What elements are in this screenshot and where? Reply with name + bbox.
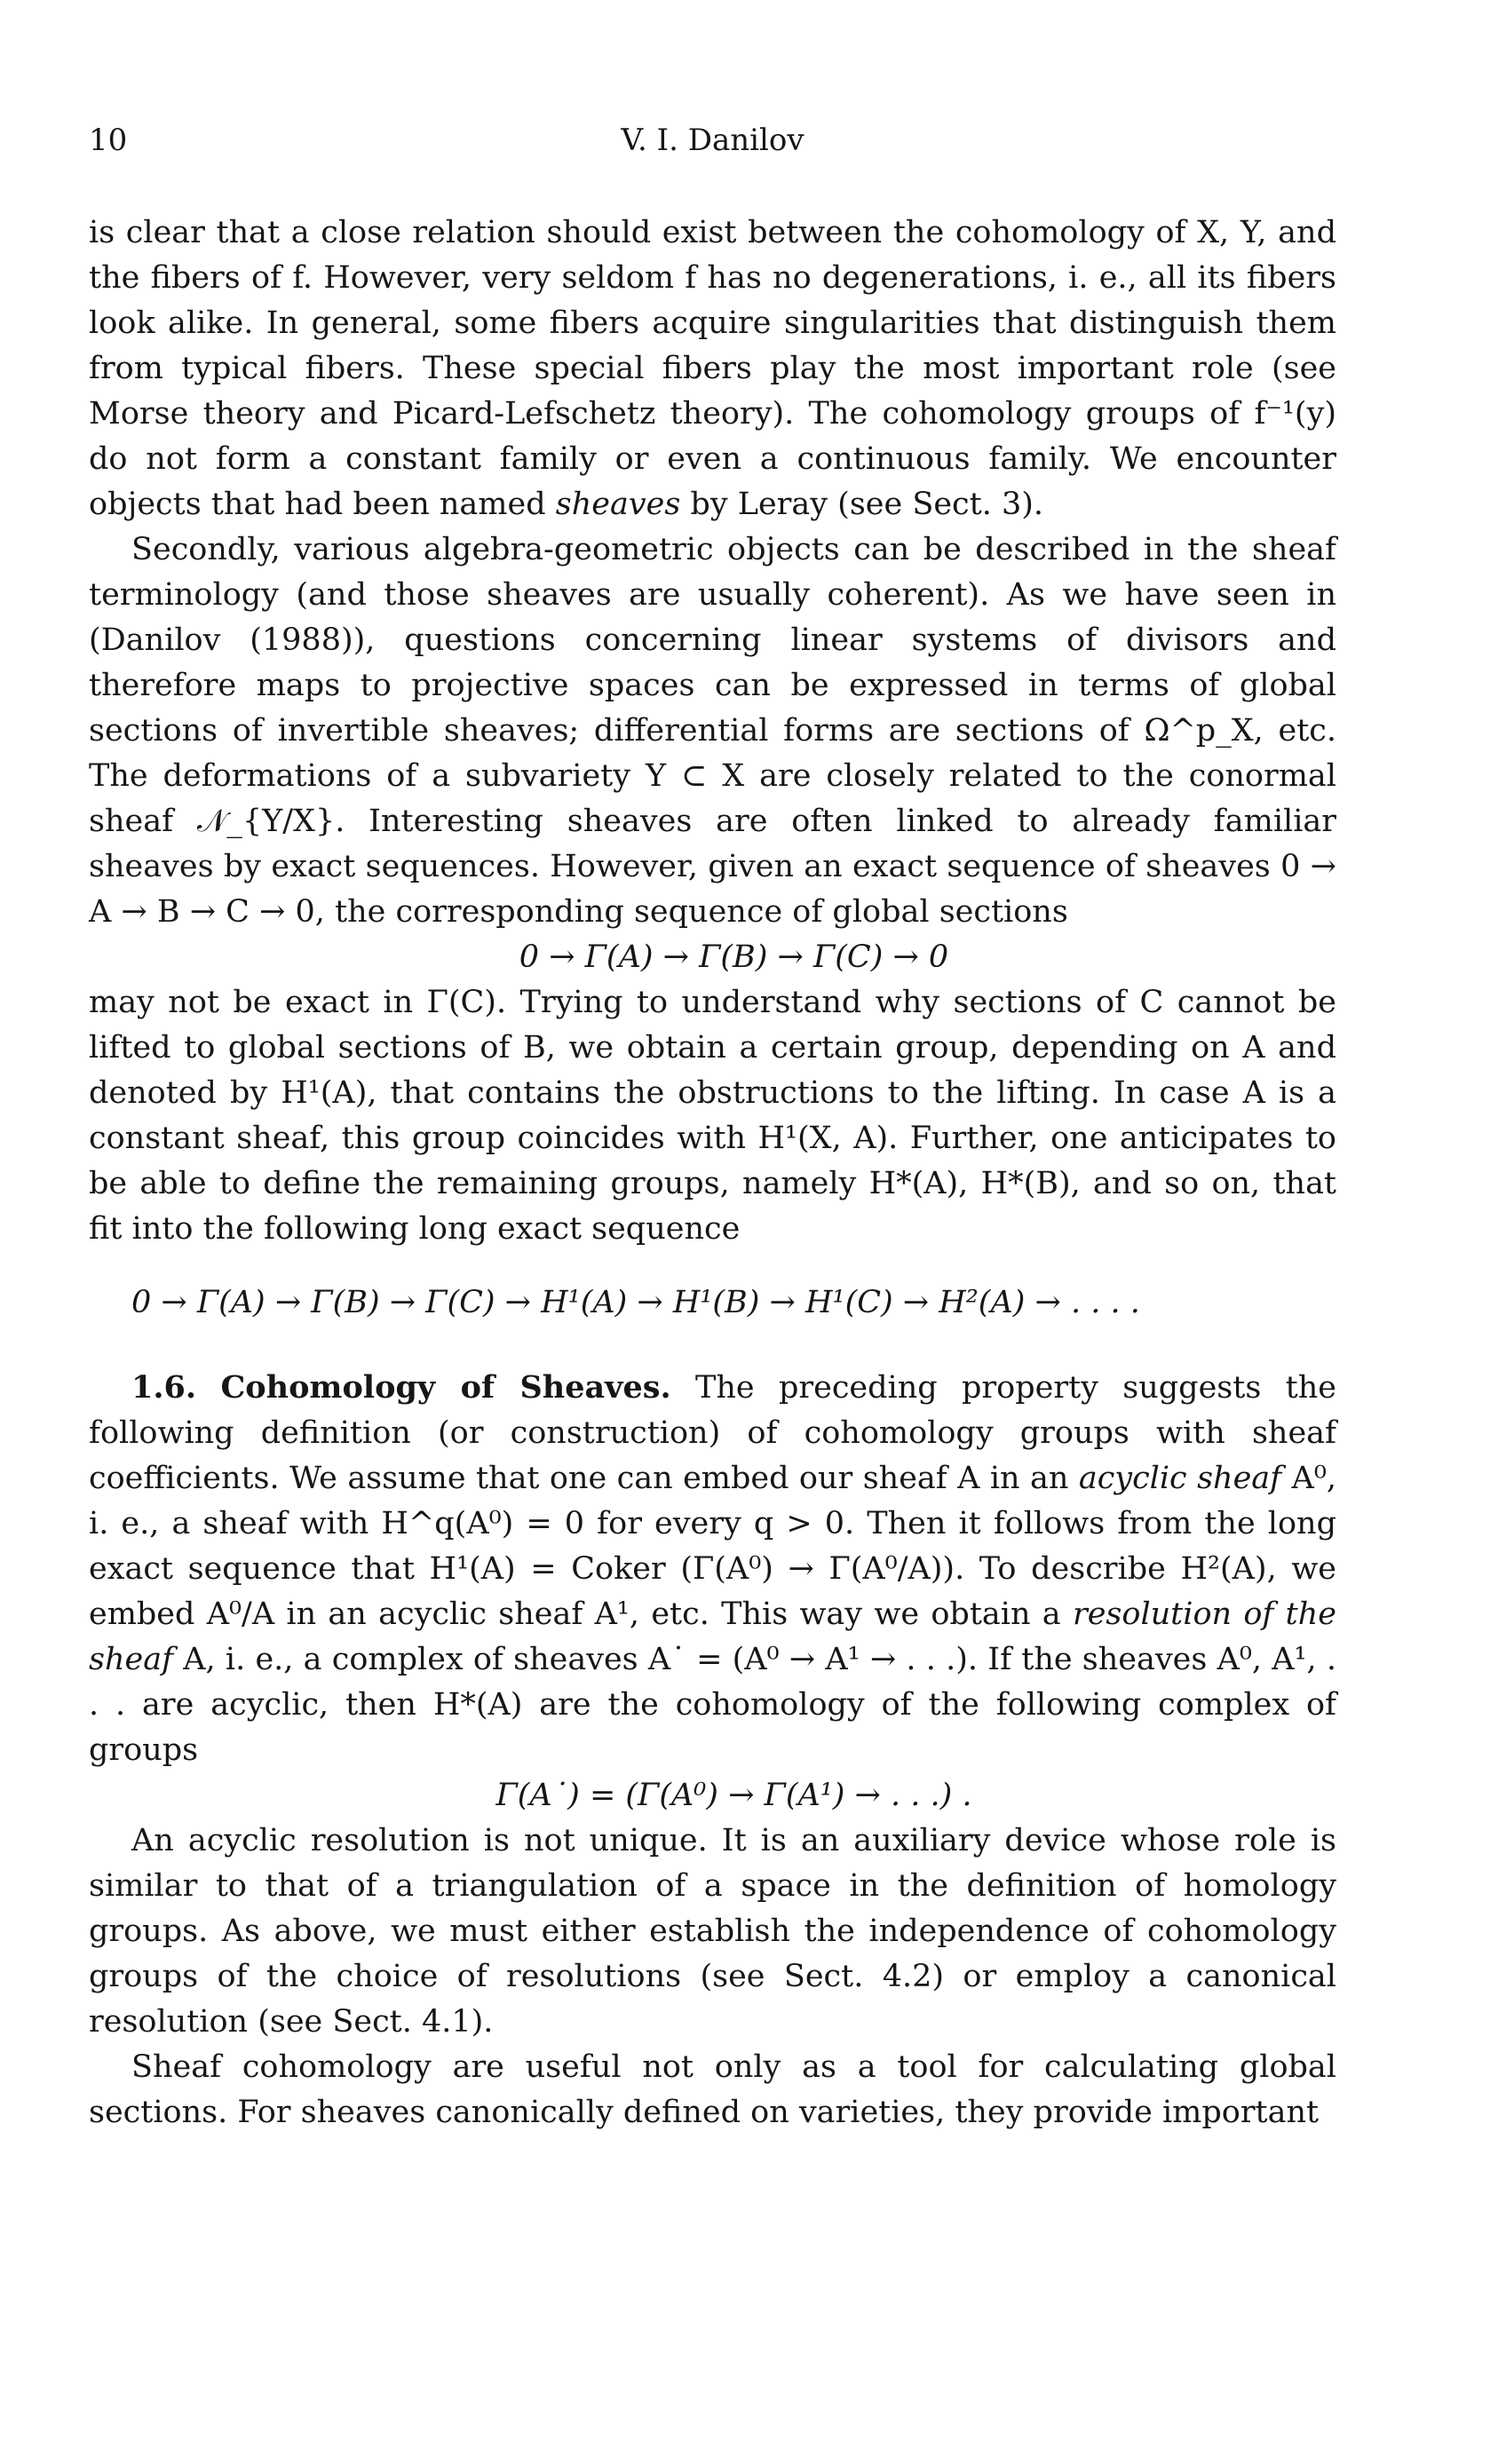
paragraph-text: is clear that a close relation should exist between the cohomology of X, Y, and the fibers of f. However, very seldom f has no degenerations, i. e., all its fibers look alike. In general, some fibers acquire singularities that distinguish them from typical fibers. These special fibers play the most important role (see Morse theory and Picard-Lefschetz theory). The cohomology groups of f⁻¹(y) do not form a constant family or even a continuous family. We encounter objects that had been named [89,215,1336,522]
section-text-c: A, i. e., a complex of sheaves A˙ = (A⁰ → A¹ → . . .). If the sheaves A⁰, A¹, . . . are acyclic, then H*(A) are the cohomology of the following complex of groups [89,1642,1336,1768]
body-text [89,210,1336,2135]
equation-long-exact-sequence: 0 → Γ(A) → Γ(B) → Γ(C) → H¹(A) → H¹(B) → H¹(C) → H²(A) → . . . . [131,1285,1140,1320]
paragraph-continued [89,210,1336,527]
emphasis-acyclic-sheaf: acyclic sheaf [1078,1461,1282,1496]
paragraph-acyclic-resolution: An acyclic resolution is not unique. It is an auxiliary device whose role is similar to that of a triangulation of a space in the definition of homology groups. As above, we must either establish the independence of cohomology groups of the choice of resolutions (see Sect. 4.2) or employ a canonical resolution (see Sect. 4.1). [89,1823,1336,2040]
paragraph-text-end: by Leray (see Sect. 3). [690,487,1043,522]
section-text-b: A⁰, i. e., a sheaf with H^q(A⁰) = 0 for every q > 0. Then it follows from the long exact sequence that H¹(A) = Coker (Γ(A⁰) → Γ(A⁰/A)). To describe H²(A), we embed A⁰/A in an acyclic sheaf A¹, etc. This way we obtain a [89,1461,1336,1632]
section-title: Cohomology of Sheaves. [220,1369,671,1406]
equation-global-sections: 0 → Γ(A) → Γ(B) → Γ(C) → 0 [519,939,949,975]
equation-complex-of-groups: Γ(A˙) = (Γ(A⁰) → Γ(A¹) → . . .) . [495,1778,972,1813]
paragraph-obstructions: may not be exact in Γ(C). Trying to understand why sections of C cannot be lifted to global sections of B, we obtain a certain group, depending on A and denoted by H¹(A), that contains the obstructions to the lifting. In case A is a constant sheaf, this group coincides with H¹(X, A). Further, one anticipates to be able to define the remaining groups, namely H*(A), H*(B), and so on, that fit into the following long exact sequence [89,985,1336,1247]
section-1-6 [89,1365,1336,1773]
emphasis-resolution: resolution of the sheaf [89,1596,1336,1677]
page-number: 10 [89,123,128,158]
paragraph-sheaf-cohomology: Sheaf cohomology are useful not only as a tool for calculating global sections. For sheaves canonically defined on varieties, they provide important [89,2049,1336,2130]
section-number: 1.6. [131,1369,197,1406]
paragraph-secondly: Secondly, various algebra-geometric objects can be described in the sheaf terminology (and those sheaves are usually coherent). As we have seen in (Danilov (1988)), questions concerning linear systems of divisors and therefore maps to projective spaces can be expressed in terms of global sections of invertible sheaves; differential forms are sections of Ω^p_X, etc. The deformations of a subvariety Y ⊂ X are closely related to the conormal sheaf 𝒩_{Y/X}. Interesting sheaves are often linked to already familiar sheaves by exact sequences. However, given an exact sequence of sheaves 0 → A → B → C → 0, the corresponding sequence of global sections [89,532,1336,930]
emphasis-sheaves: sheaves [555,487,681,522]
running-head-author: V. I. Danilov [621,123,805,158]
section-text-a: The preceding property suggests the following definition (or construction) of cohomology groups with sheaf coefficients. We assume that one can embed our sheaf A in an [89,1370,1336,1496]
running-header [89,123,1336,176]
